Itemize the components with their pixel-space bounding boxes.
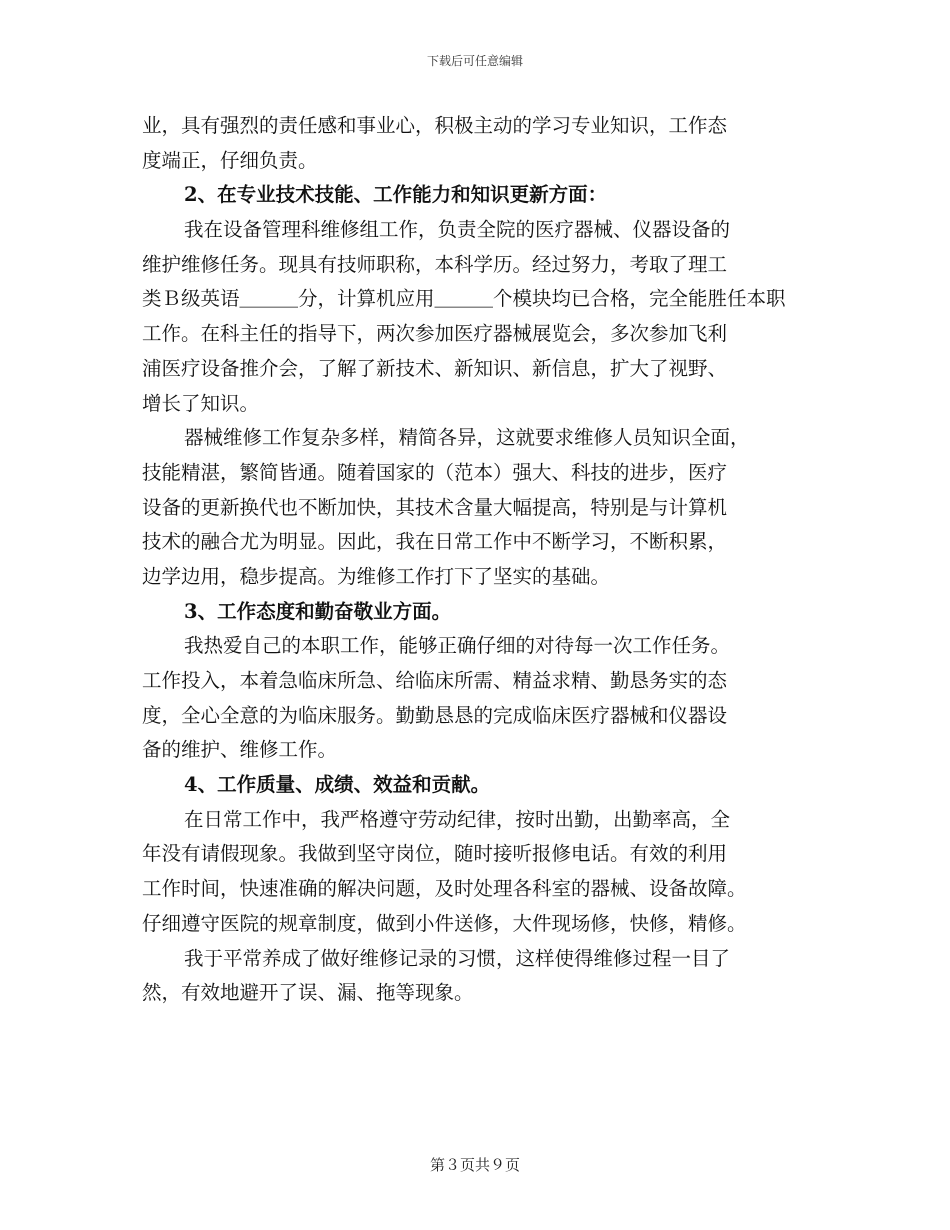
page-header: 下载后可任意编辑	[426, 54, 523, 68]
text-line: 业，具有强烈的责任感和事业心，积极主动的学习专业知识，工作态	[142, 114, 728, 137]
text-line: 类Ｂ级英语＿＿＿分，计算机应用＿＿＿个模块均已合格，完全能胜任本职	[142, 287, 786, 311]
page-number: 第３页共９页	[429, 1156, 520, 1174]
text-line: 年没有请假现象。我做到坚守岗位，随时接听报修电话。有效的利用	[142, 842, 728, 866]
text-line: 增长了知识。	[142, 391, 260, 415]
text-line: 然，有效地避开了误、漏、拖等现象。	[142, 981, 474, 1005]
section-heading: 2、在专业技术技能、工作能力和知识更新方面：	[184, 183, 608, 207]
text-line: 我在设备管理科维修组工作，负责全院的医疗器械、仪器设备的	[184, 218, 731, 242]
text-line: 技能精湛，繁简皆通。随着国家的（范本）强大、科技的进步，医疗	[142, 460, 728, 484]
text-line: 器械维修工作复杂多样，精简各异，这就要求维修人员知识全面，	[184, 426, 750, 450]
text-line: 在日常工作中，我严格遵守劳动纪律，按时出勤，出勤率高，全	[184, 807, 731, 831]
document-body	[142, 109, 802, 1011]
text-line: 度端正，仔细负责。	[142, 148, 318, 172]
text-line: 我于平常养成了做好维修记录的习惯，这样使得维修过程一目了	[184, 946, 731, 970]
text-line: 维护维修任务。现具有技师职称，本科学历。经过努力，考取了理工	[142, 252, 728, 276]
text-line: 工作投入，本着急临床所急、给临床所需、精益求精、勤恳务实的态	[142, 669, 728, 692]
text-line: 工作时间，快速准确的解决问题，及时处理各科室的器械、设备故障。	[142, 877, 747, 901]
text-line: 备的维护、维修工作。	[142, 738, 338, 762]
text-line: 技术的融合尤为明显。因此，我在日常工作中不断学习，不断积累，	[142, 530, 728, 554]
text-line: 仔细遵守医院的规章制度，做到小件送修，大件现场修，快修，精修。	[142, 911, 747, 935]
text-line: 工作。在科主任的指导下，两次参加医疗器械展览会，多次参加飞利	[142, 322, 728, 346]
text-line: 我热爱自己的本职工作，能够正确仔细的对待每一次工作任务。	[184, 634, 731, 658]
text-line: 设备的更新换代也不断加快，其技术含量大幅提高，特别是与计算机	[142, 495, 728, 519]
section-heading: 3、工作态度和勤奋敬业方面。	[184, 599, 452, 623]
text-line: 浦医疗设备推介会，了解了新技术、新知识、新信息，扩大了视野、	[142, 356, 728, 380]
text-line: 边学边用，稳步提高。为维修工作打下了坚实的基础。	[142, 564, 611, 588]
text-line: 度，全心全意的为临床服务。勤勤恳恳的完成临床医疗器械和仪器设	[142, 703, 728, 727]
section-heading: 4、工作质量、成绩、效益和贡献。	[184, 773, 491, 797]
